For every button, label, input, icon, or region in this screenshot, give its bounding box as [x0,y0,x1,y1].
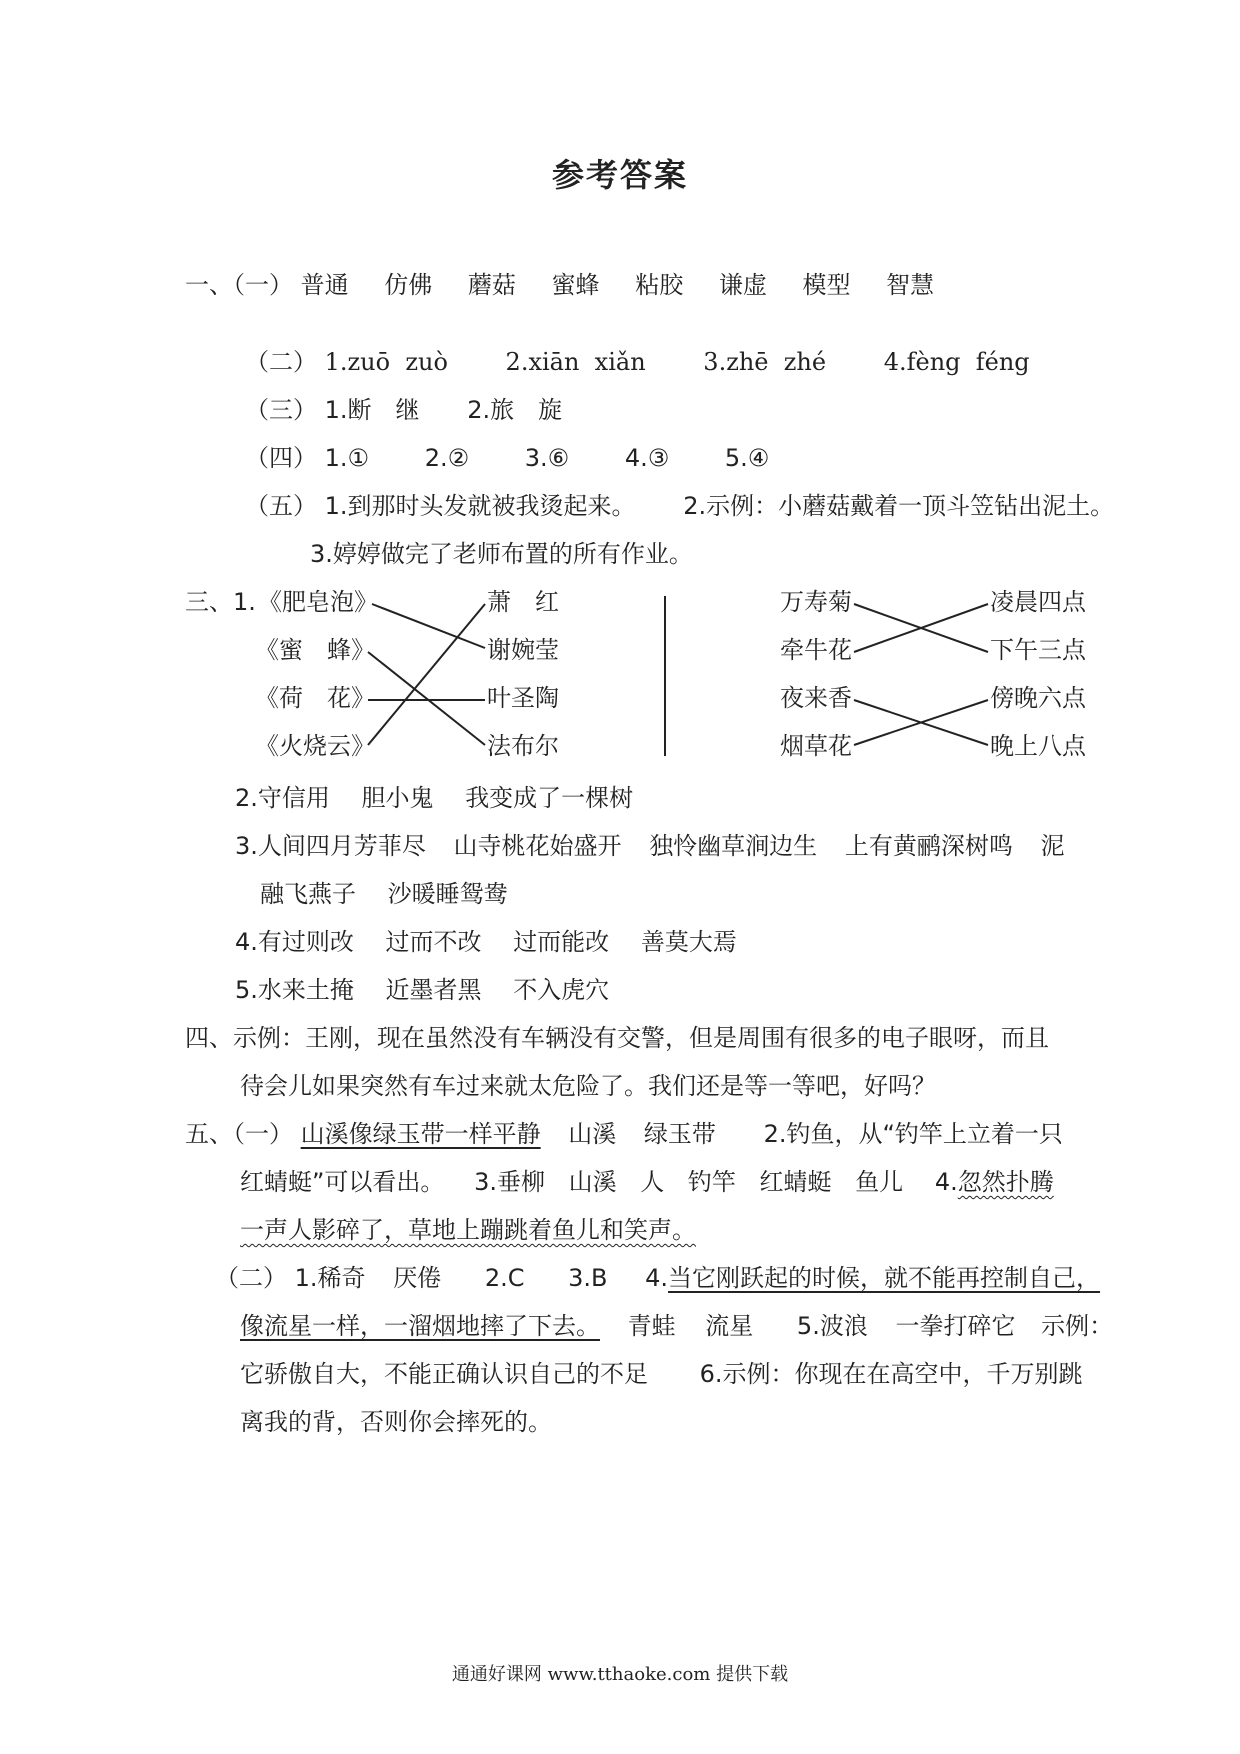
s4-line-1: 四、示例：王刚，现在虽然没有车辆没有交警，但是周围有很多的电子眼呀，而且 [185,1024,1049,1052]
answer-item: 鱼儿 [855,1168,904,1196]
answer-item: 1.到那时头发就被我烫起来。 [324,492,636,520]
underlined-answer: 像流星一样，一溜烟地摔了下去。 [240,1312,600,1340]
answer-item: 山溪 [568,1120,617,1148]
sub-marker: （三） [245,396,317,424]
answer-item: 流星 [705,1312,754,1340]
author: 萧 红 [487,588,559,616]
book-title: 《肥皂泡》 [258,588,378,616]
page-title: 参考答案 [551,156,688,194]
sub-marker: （五） [245,492,317,520]
answer-item: 2.C [484,1264,525,1292]
word: 仿佛 [384,271,433,299]
poem-line: 融飞燕子 [260,880,356,908]
s3-line-3b [260,879,508,909]
answer-item: 青蛙 [627,1312,676,1340]
answer-item: 4.有过则改 [235,928,354,956]
time: 晚上八点 [990,732,1086,760]
s1-marker: 一、（一） [185,271,293,299]
answer-item: 2.② [424,444,470,472]
answer-item: 近墨者黑 [385,976,482,1004]
poem-line: 山寺桃花始盛开 [453,832,622,860]
pinyin-item: 3.zhē zhé [703,348,827,376]
answer-item: 厌倦 [393,1264,442,1292]
word: 普通 [300,271,349,299]
answer-item: 4. [934,1168,958,1196]
wavy-answer: 一声人影碎了，草地上蹦跳着鱼儿和笑声。 [240,1216,696,1244]
s3-line-2 [235,783,633,813]
answer-item: 2.守信用 [235,784,330,812]
answer-item: 1.稀奇 [294,1264,366,1292]
answer-item: 一拳打碎它 [895,1312,1016,1340]
flower: 夜来香 [780,684,852,712]
answer-item: 红蜻蜓”可以看出。 [240,1168,445,1196]
word: 模型 [802,271,851,299]
match-line-bee [368,652,485,745]
flower: 烟草花 [780,732,852,760]
time: 傍晚六点 [990,684,1086,712]
answer-item: 5.水来土掩 [235,976,354,1004]
s5-marker: 五、（一） [185,1120,293,1148]
wavy-answer: 忽然扑腾 [957,1168,1054,1196]
word: 谦虚 [718,271,767,299]
answer-item: 2.钓鱼，从“钓竿上立着一只 [763,1120,1063,1148]
answer-item: 红蜻蜓 [759,1168,832,1196]
time: 凌晨四点 [990,588,1086,616]
s5-line-5 [240,1311,1113,1341]
answer-item: 过而不改 [385,928,482,956]
poem-line: 泥 [1040,832,1065,860]
s3-marker: 三、1. [185,588,256,616]
s5-line-6 [240,1359,1083,1389]
answer-item: 5.波浪 [796,1312,868,1340]
poem-line: 上有黄鹂深树鸣 [844,832,1013,860]
word: 粘胶 [635,271,684,299]
flower: 牵牛花 [780,636,852,664]
answer-item: 胆小鬼 [361,784,434,812]
answer-item: 善莫大焉 [640,928,737,956]
answer-item: 过而能改 [513,928,610,956]
author: 叶圣陶 [487,684,559,712]
author: 谢婉莹 [487,636,559,664]
answer-item: 2.旅 旋 [467,396,563,424]
sub-marker: （二） [215,1264,287,1292]
answer-item: 4. [645,1264,669,1292]
answer-item: 1.断 继 [324,396,420,424]
answer-item: 3.⑥ [524,444,570,472]
book-title: 《荷 花》 [255,684,375,712]
s5-line-4 [215,1263,1100,1293]
answer-item: 1.① [324,444,370,472]
poem-line: 沙暖睡鸳鸯 [387,880,508,908]
poem-line: 3.人间四月芳菲尽 [235,832,426,860]
word: 智慧 [886,271,935,299]
answer-item: 不入虎穴 [513,976,610,1004]
pinyin-item: 2.xiān xiǎn [505,348,646,376]
s4-line-2: 待会儿如果突然有车过来就太危险了。我们还是等一等吧，好吗？ [240,1072,936,1100]
match-line-bubble [372,604,485,648]
sub-marker: （二） [245,348,317,376]
footer-credit: 通通好课网 www.tthaoke.com 提供下载 [451,1664,789,1685]
word: 蜜蜂 [551,271,600,299]
answer-item: 山溪 [568,1168,617,1196]
poem-line: 独怜幽草涧边生 [649,832,818,860]
answer-item: 3.B [568,1264,608,1292]
answer-item: 4.③ [624,444,670,472]
s3-line-5 [235,975,609,1005]
author: 法布尔 [487,732,559,760]
s5-line-2 [240,1167,1054,1197]
underlined-answer: 当它刚跃起的时候，就不能再控制自己， [668,1264,1101,1292]
s5-line-7: 离我的背，否则你会摔死的。 [240,1408,552,1436]
s3-line-4 [235,927,737,957]
answer-item: 它骄傲自大，不能正确认识自己的不足 [240,1360,648,1388]
answer-item: 3.垂柳 [474,1168,545,1196]
pinyin-item: 1.zuō zuò [324,348,448,376]
book-title: 《火烧云》 [255,732,375,760]
s1-line-6: 3.婷婷做完了老师布置的所有作业。 [310,540,693,568]
answer-item: 6.示例：你现在在高空中，千万别跳 [699,1360,1083,1388]
sub-marker: （四） [245,444,317,472]
book-title: 《蜜 蜂》 [255,636,375,664]
answer-item: 5.④ [724,444,770,472]
answer-item: 钓竿 [687,1168,736,1196]
answer-item: 我变成了一棵树 [465,784,634,812]
s5-line-1 [185,1119,1063,1149]
answer-item: 人 [640,1168,665,1196]
s5-line-3 [240,1215,696,1245]
pinyin-item: 4.fèng féng [883,348,1030,376]
answer-item: 示例： [1041,1312,1114,1340]
flower: 万寿菊 [780,588,852,616]
underlined-answer: 山溪像绿玉带一样平静 [300,1120,541,1148]
s3-line-3 [235,831,1064,861]
word: 蘑菇 [467,271,516,299]
time: 下午三点 [990,636,1086,664]
answer-item: 2.示例：小蘑菇戴着一顶斗笠钻出泥土。 [683,492,1115,520]
answer-item: 绿玉带 [643,1120,716,1148]
